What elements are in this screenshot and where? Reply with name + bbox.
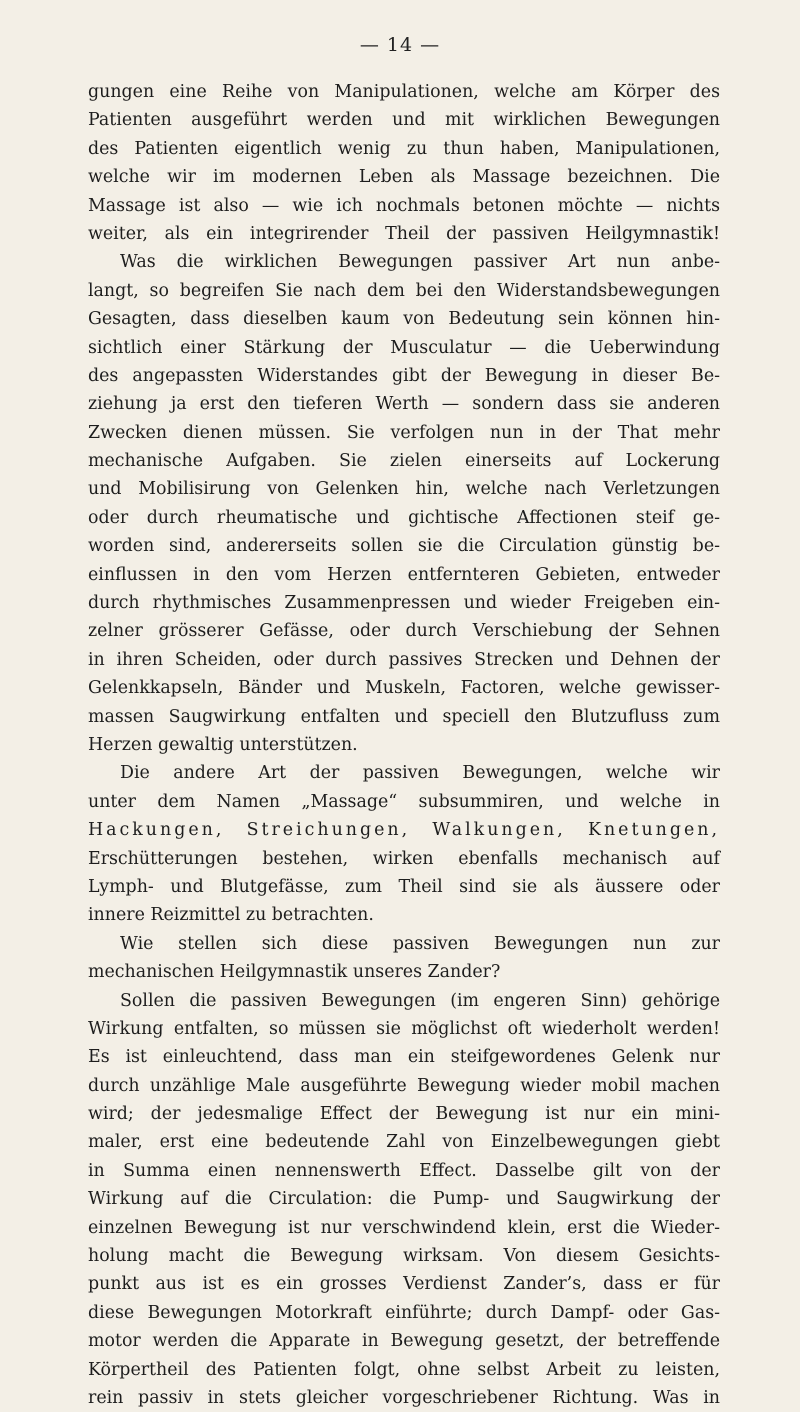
text-line: einzelnen Bewegung ist nur verschwindend klein, erst die Wieder- xyxy=(88,1217,720,1238)
text-line: des Patienten eigentlich wenig zu thun haben, Manipulationen, xyxy=(88,138,720,159)
text-line: Gesagten, dass dieselben kaum von Bedeutung sein können hin- xyxy=(88,309,720,330)
text-line: durch rhythmisches Zusammenpressen und wieder Freigeben ein- xyxy=(88,593,720,614)
text-line: Hackungen, Streichungen, Walkungen, Knetungen, xyxy=(88,820,720,841)
text-line: Lymph- und Blutgefässe, zum Theil sind sie als äussere oder xyxy=(88,876,720,897)
body-text xyxy=(88,78,720,1412)
text-line: in Summa einen nennenswerth Effect. Dasselbe gilt von der xyxy=(88,1160,720,1181)
text-line: massen Saugwirkung entfalten und speciell den Blutzufluss zum xyxy=(88,706,720,727)
text-line: Körpertheil des Patienten folgt, ohne selbst Arbeit zu leisten, xyxy=(88,1359,720,1380)
text-line: diese Bewegungen Motorkraft einführte; durch Dampf- oder Gas- xyxy=(88,1302,720,1323)
text-line: Sollen die passiven Bewegungen (im engeren Sinn) gehörige xyxy=(120,990,720,1011)
text-line: Es ist einleuchtend, dass man ein steifgewordenes Gelenk nur xyxy=(88,1047,720,1068)
text-line: Zwecken dienen müssen. Sie verfolgen nun in der That mehr xyxy=(88,422,720,443)
text-line: punkt aus ist es ein grosses Verdienst Zander’s, dass er für xyxy=(88,1274,720,1295)
text-line: mechanische Aufgaben. Sie zielen einerseits auf Lockerung xyxy=(88,451,720,472)
text-line: welche wir im modernen Leben als Massage bezeichnen. Die xyxy=(88,167,720,188)
text-line: worden sind, andererseits sollen sie die Circulation günstig be- xyxy=(88,536,720,557)
text-line: oder durch rheumatische und gichtische Affectionen steif ge- xyxy=(88,507,720,528)
text-line: Wie stellen sich diese passiven Bewegungen nun zur xyxy=(120,933,720,954)
text-line: innere Reizmittel zu betrachten. xyxy=(88,905,374,926)
text-line: unter dem Namen „Massage“ subsummiren, und welche in xyxy=(88,791,720,812)
text-line: weiter, als ein integrirender Theil der passiven Heilgymnastik! xyxy=(88,223,720,244)
text-line: Herzen gewaltig unterstützen. xyxy=(88,734,358,755)
text-line: rein passiv in stets gleicher vorgeschriebener Richtung. Was in xyxy=(88,1387,720,1408)
text-line: Wirkung auf die Circulation: die Pump- und Saugwirkung der xyxy=(88,1189,720,1210)
text-line: und Mobilisirung von Gelenken hin, welche nach Verletzungen xyxy=(88,479,720,500)
text-line: motor werden die Apparate in Bewegung gesetzt, der betreffende xyxy=(88,1331,720,1352)
text-line: gungen eine Reihe von Manipulationen, welche am Körper des xyxy=(88,82,720,102)
text-line: Massage ist also — wie ich nochmals betonen möchte — nichts xyxy=(88,195,720,216)
text-line: des angepassten Widerstandes gibt der Bewegung in dieser Be- xyxy=(88,365,720,386)
text-line: maler, erst eine bedeutende Zahl von Einzelbewegungen giebt xyxy=(88,1132,720,1153)
text-line: Patienten ausgeführt werden und mit wirklichen Bewegungen xyxy=(88,110,720,131)
text-line: Was die wirklichen Bewegungen passiver Art nun anbe- xyxy=(120,252,720,273)
text-line: wird; der jedesmalige Effect der Bewegung ist nur ein mini- xyxy=(88,1104,720,1125)
text-line: Erschütterungen bestehen, wirken ebenfalls mechanisch auf xyxy=(88,848,720,869)
text-line: einflussen in den vom Herzen entfernteren Gebieten, entweder xyxy=(88,564,720,585)
text-line: langt, so begreifen Sie nach dem bei den Widerstandsbewegungen xyxy=(88,280,720,301)
text-line: Die andere Art der passiven Bewegungen, welche wir xyxy=(120,763,720,784)
text-line: durch unzählige Male ausgeführte Bewegung wieder mobil machen xyxy=(88,1075,720,1096)
text-line: zelner grösserer Gefässe, oder durch Verschiebung der Sehnen xyxy=(88,621,720,642)
text-line: in ihren Scheiden, oder durch passives Strecken und Dehnen der xyxy=(88,649,720,670)
text-line: mechanischen Heilgymnastik unseres Zander? xyxy=(88,962,501,983)
text-line: Wirkung entfalten, so müssen sie möglichst oft wiederholt werden! xyxy=(88,1018,720,1039)
page-number-header: — 14 — xyxy=(359,34,441,56)
text-line: holung macht die Bewegung wirksam. Von diesem Gesichts- xyxy=(88,1246,720,1267)
text-line: ziehung ja erst den tieferen Werth — sondern dass sie anderen xyxy=(88,394,720,415)
text-line: sichtlich einer Stärkung der Musculatur — die Ueberwindung xyxy=(88,337,720,358)
text-line: Gelenkkapseln, Bänder und Muskeln, Factoren, welche gewisser- xyxy=(88,678,720,699)
